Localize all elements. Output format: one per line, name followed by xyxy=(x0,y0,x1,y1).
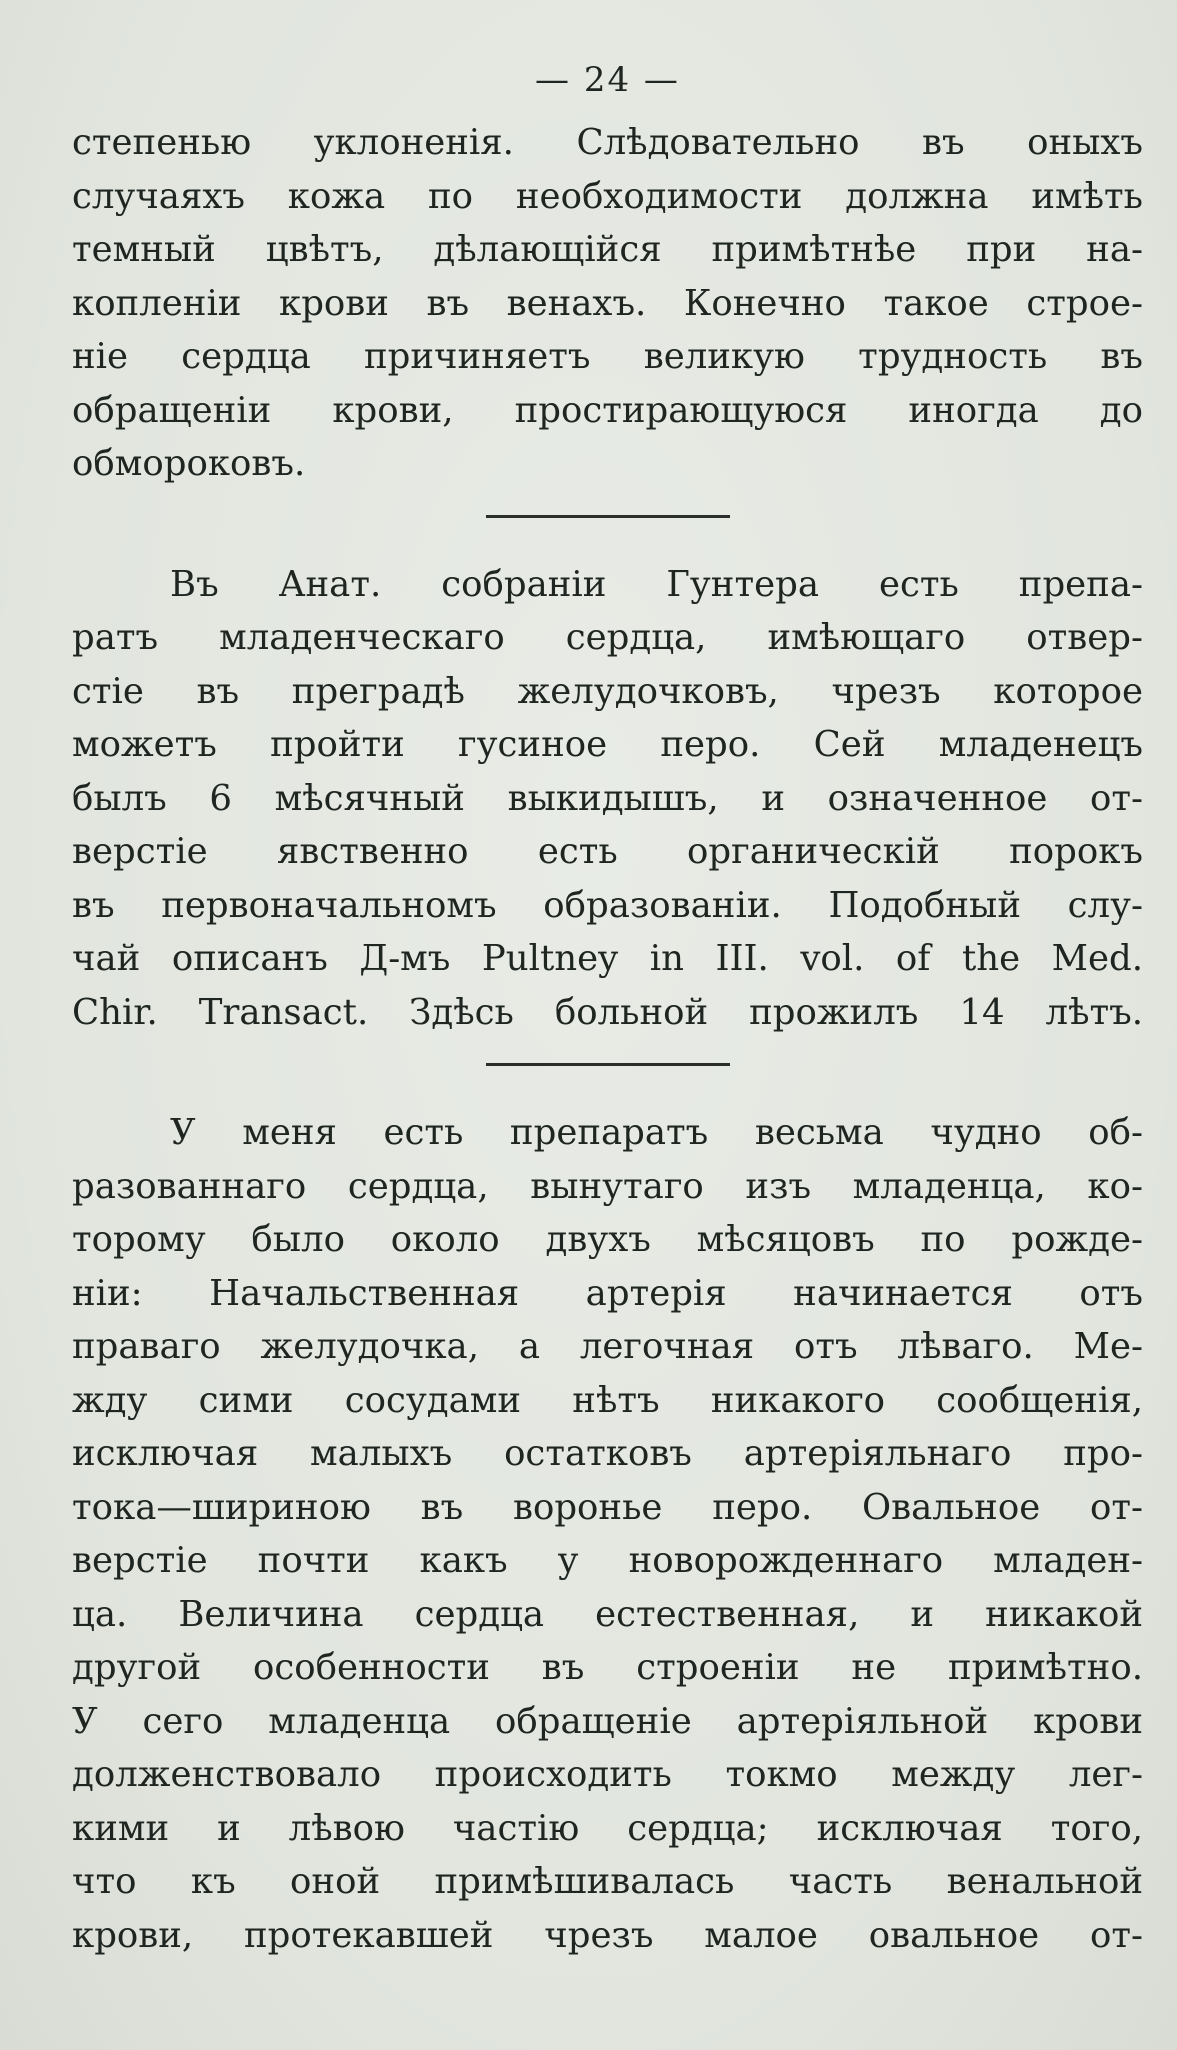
text-line: обращеніи крови, простирающуюся иногда до xyxy=(72,389,1143,431)
text-line: долженствовало происходить токмо между лег- xyxy=(72,1754,1143,1795)
text-line: можетъ пройти гусиное перо. Сей младенецъ xyxy=(72,724,1143,765)
text-line: У меня есть препаратъ весьма чудно об- xyxy=(170,1112,1143,1153)
text-line: темный цвѣтъ, дѣлающійся примѣтнѣе при на- xyxy=(72,229,1143,270)
text-line: верстіе явственно есть органическій порокъ xyxy=(72,831,1143,872)
text-line: Въ Анат. собраніи Гунтера есть препа- xyxy=(170,563,1143,605)
text-line: жду сими сосудами нѣтъ никакого сообщенія, xyxy=(72,1379,1143,1421)
text-line: ніе сердца причиняетъ великую трудность въ xyxy=(72,336,1143,377)
paragraph-3 xyxy=(72,1106,1143,1962)
text-line: праваго желудочка, а легочная отъ лѣваго. Ме- xyxy=(72,1326,1143,1367)
text-line: чай описанъ Д-мъ Pultney in III. vol. of the Med. xyxy=(72,938,1143,979)
text-line: ніи: Начальственная артерія начинается отъ xyxy=(72,1272,1143,1314)
text-line: У сего младенца обращеніе артеріяльной крови xyxy=(72,1700,1143,1742)
text-line: крови, протекавшей чрезъ малое овальное от- xyxy=(72,1914,1143,1956)
text-line: ратъ младенческаго сердца, имѣющаго отвер- xyxy=(72,617,1143,658)
section-divider xyxy=(486,515,730,518)
text-line: копленіи крови въ венахъ. Конечно такое строе- xyxy=(72,282,1143,324)
text-line: верстіе почти какъ у новорожденнаго младен- xyxy=(72,1540,1143,1581)
text-line: былъ 6 мѣсячный выкидышъ, и означенное от- xyxy=(72,777,1143,819)
paragraph-1 xyxy=(72,116,1143,491)
section-divider xyxy=(486,1063,730,1066)
text-line: торому было около двухъ мѣсяцовъ по рожде- xyxy=(72,1219,1143,1260)
text-line: степенью уклоненія. Слѣдовательно въ оныхъ xyxy=(72,122,1143,163)
paragraph-2 xyxy=(72,558,1143,1040)
text-line: стіе въ преградѣ желудочковъ, чрезъ которое xyxy=(72,670,1143,712)
text-line: что къ оной примѣшивалась часть венальной xyxy=(72,1861,1143,1902)
text-line: случаяхъ кожа по необходимости должна имѣть xyxy=(72,175,1143,217)
text-line: ца. Величина сердца естественная, и никакой xyxy=(72,1593,1143,1635)
text-line: тока—шириною въ воронье перо. Овальное от- xyxy=(72,1486,1143,1528)
text-line: разованнаго сердца, вынутаго изъ младенца, ко- xyxy=(72,1165,1143,1207)
text-line: кими и лѣвою частію сердца; исключая того, xyxy=(72,1807,1143,1849)
text-line: обмороковъ. xyxy=(72,443,306,484)
page-number: — 24 — xyxy=(535,60,680,100)
text-line: исключая малыхъ остатковъ артеріяльнаго про- xyxy=(72,1433,1143,1474)
text-line: въ первоначальномъ образованіи. Подобный слу- xyxy=(72,884,1143,926)
text-line: Chir. Transact. Здѣсь больной прожилъ 14 лѣтъ. xyxy=(72,991,1143,1033)
text-line: другой особенности въ строеніи не примѣтно. xyxy=(72,1647,1143,1688)
